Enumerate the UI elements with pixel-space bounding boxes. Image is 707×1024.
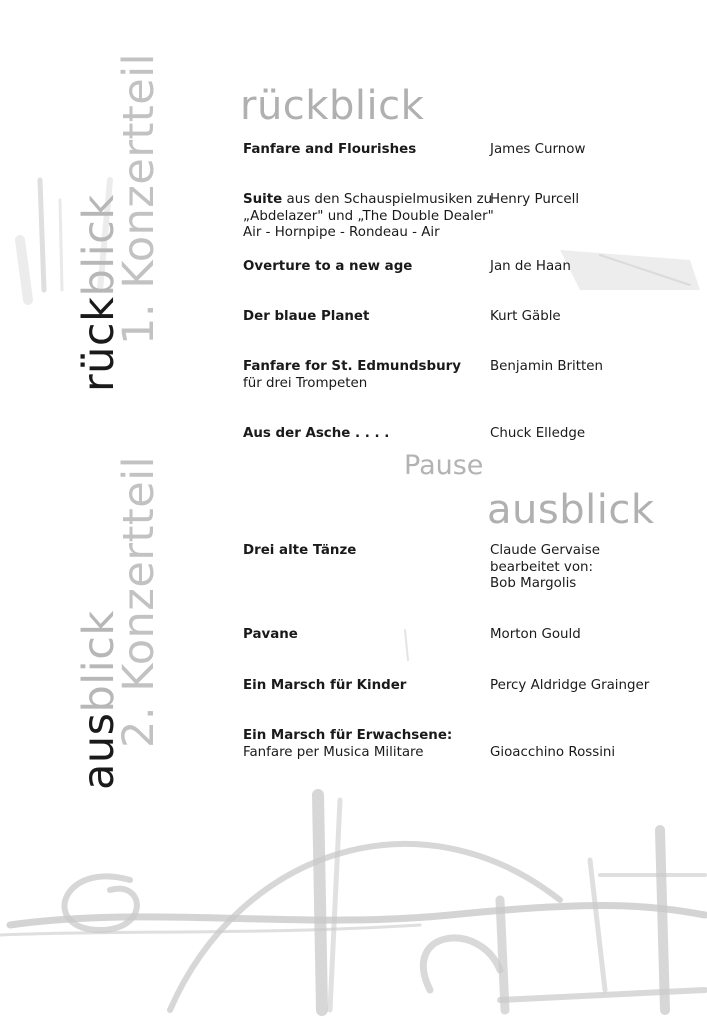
program-title-4: Der blaue Planet: [243, 309, 370, 324]
program-title-3: Overture to a new age: [243, 259, 413, 274]
program-title-6: Aus der Asche . . . .: [243, 426, 390, 441]
side-title-part1-dark: rück: [74, 296, 124, 392]
side-title-part2-dark: aus: [74, 712, 124, 790]
side-label-part2-text: 2. Konzertteil: [114, 455, 164, 748]
side-label-part1: [114, 52, 164, 345]
program-title-2: Suite aus den Schauspielmusiken zu „Abdelazer" und „The Double Dealer" Air - Hornpipe - Rondeau - Air: [243, 192, 494, 240]
side-label-part1-text: 1. Konzertteil: [114, 52, 164, 345]
program-composer-7: Claude Gervaise bearbeitet von: Bob Margolis: [490, 543, 600, 591]
side-title-part1-light: blick: [74, 194, 124, 297]
program-title-1: Fanfare and Flourishes: [243, 142, 417, 157]
program-composer-8: Morton Gould: [490, 627, 581, 642]
program-composer-1: James Curnow: [490, 142, 586, 157]
program-composer-2: Henry Purcell: [490, 192, 580, 207]
heading-rueckblick: rückblick: [240, 83, 425, 129]
heading-ausblick: ausblick: [487, 487, 655, 533]
program-composer-10: Gioacchino Rossini: [490, 744, 616, 760]
heading-pause: Pause: [404, 450, 484, 481]
program-composer-4: Kurt Gäble: [490, 309, 561, 324]
program-composer-9: Percy Aldridge Grainger: [490, 678, 650, 693]
program-composer-3: Jan de Haan: [490, 259, 571, 274]
program-title-10: Ein Marsch für Erwachsene: Fanfare per Musica Militare: [243, 728, 453, 760]
program-composer-5: Benjamin Britten: [490, 359, 603, 374]
side-label-part2: [114, 455, 164, 748]
program-title-5: Fanfare for St. Edmundsbury für drei Trompeten: [243, 359, 461, 391]
program-title-7: Drei alte Tänze: [243, 543, 357, 558]
program-title-8: Pavane: [243, 627, 298, 642]
program-title-9: Ein Marsch für Kinder: [243, 678, 407, 693]
program-composer-6: Chuck Elledge: [490, 426, 586, 441]
side-title-part2-light: blick: [74, 610, 124, 713]
